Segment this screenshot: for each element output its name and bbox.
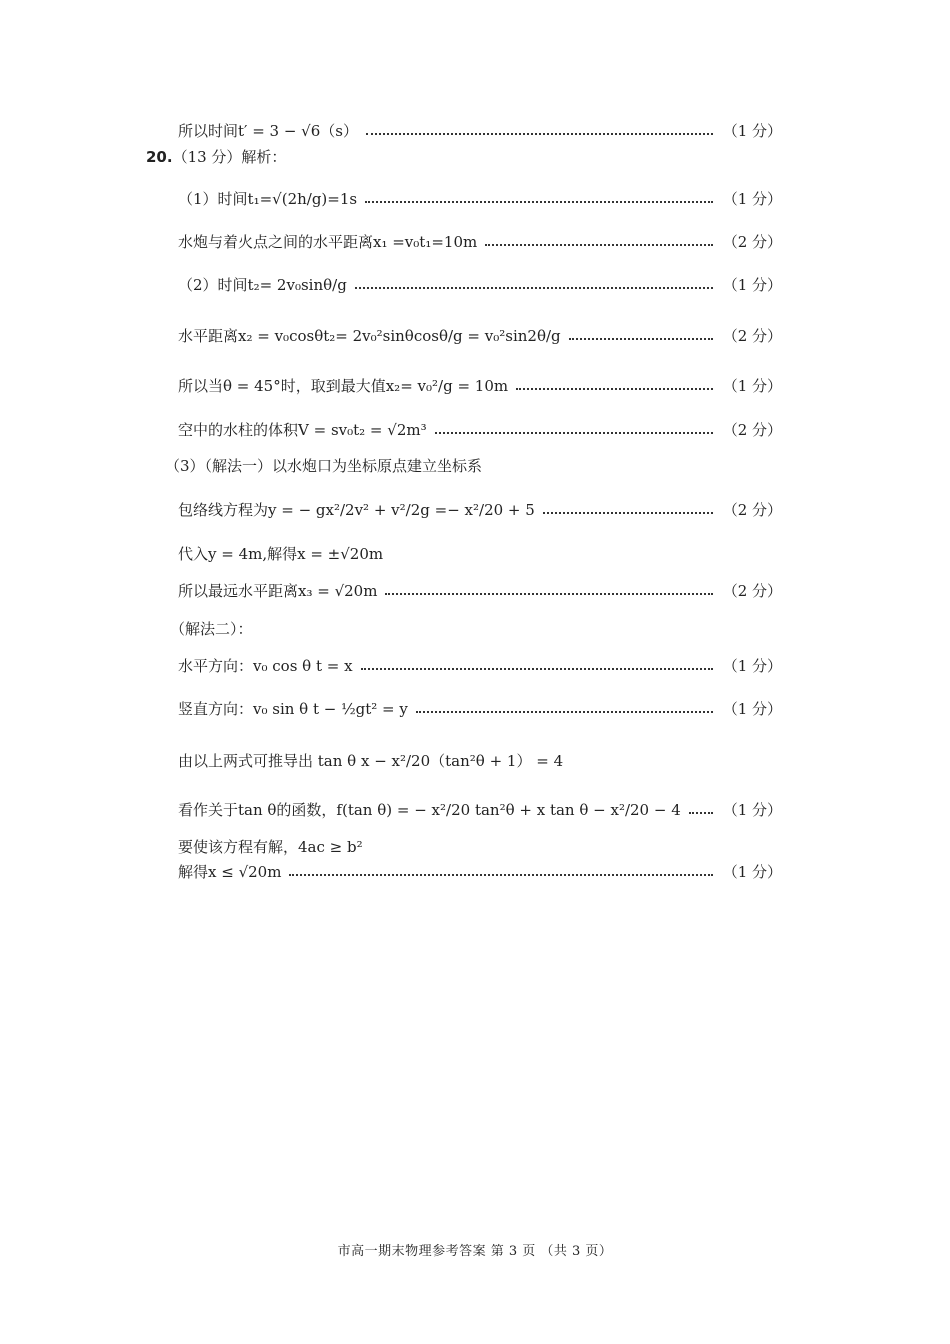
- dot-leader: [435, 432, 713, 434]
- line-text: 所以最远水平距离x₃ = √20m: [178, 581, 378, 600]
- score-label: （2 分）: [722, 500, 782, 519]
- dot-leader: [365, 201, 713, 203]
- score-label: （1 分）: [722, 699, 782, 718]
- dot-leader: [361, 668, 713, 670]
- dot-leader: [366, 133, 713, 135]
- answer-line-x2: [178, 320, 782, 350]
- answer-line-x3: [178, 575, 782, 605]
- answer-line-method-two: [170, 613, 804, 643]
- page-footer: 市高一期末物理参考答案 第 3 页 （共 3 页）: [337, 1244, 613, 1259]
- question-heading: [146, 146, 286, 167]
- answer-line-derive: [178, 745, 782, 775]
- score-label: （1 分）: [722, 376, 782, 395]
- dot-leader: [516, 388, 713, 390]
- score-label: （1 分）: [722, 656, 782, 675]
- line-text: 水平距离x₂ = v₀cosθt₂= 2v₀²sinθcosθ/g = v₀²sin2θ/g: [178, 326, 561, 345]
- score-label: （2 分）: [722, 232, 782, 251]
- answer-line-method-one: [165, 450, 799, 480]
- answer-line-envelope: [178, 494, 782, 524]
- line-text: 所以时间t′ = 3 − √6（s）: [178, 121, 358, 140]
- line-text: （3）（解法一）以水炮口为坐标原点建立坐标系: [165, 456, 483, 475]
- answer-line-volume: [178, 414, 782, 444]
- dot-leader: [289, 874, 712, 876]
- score-label: （1 分）: [722, 862, 782, 881]
- question-title: （13 分）解析：: [172, 148, 287, 166]
- line-text: 所以当θ = 45°时，取到最大值x₂= v₀²/g = 10m: [178, 376, 509, 395]
- score-label: （1 分）: [722, 121, 782, 140]
- score-label: （2 分）: [722, 420, 782, 439]
- line-text: （解法二）：: [170, 619, 253, 638]
- answer-line-horizontal: [178, 650, 782, 680]
- answer-line-vertical: [178, 693, 782, 723]
- line-text: 代入y = 4m,解得x = ±√20m: [178, 544, 384, 563]
- line-text: 由以上两式可推导出 tan θ x − x²/20（tan²θ + 1） = 4: [178, 751, 564, 770]
- answer-line-substitute: [178, 538, 782, 568]
- answer-line-t2: [178, 269, 782, 299]
- line-text: 解得x ≤ √20m: [178, 862, 282, 881]
- dot-leader: [485, 244, 712, 246]
- answer-line-x1: [178, 226, 782, 256]
- answer-line-t1: [178, 183, 782, 213]
- line-text: 水炮与着火点之间的水平距离x₁ =v₀t₁=10m: [178, 232, 478, 251]
- question-number: 20.: [146, 148, 173, 166]
- dot-leader: [355, 287, 713, 289]
- dot-leader: [385, 593, 712, 595]
- line-text: （2）时间t₂= 2v₀sinθ/g: [178, 275, 347, 294]
- answer-line-function: [178, 794, 782, 824]
- line-text: 空中的水柱的体积V = sv₀t₂ = √2m³: [178, 420, 427, 439]
- score-label: （1 分）: [722, 189, 782, 208]
- score-label: （2 分）: [722, 581, 782, 600]
- score-label: （1 分）: [722, 275, 782, 294]
- answer-line-max: [178, 370, 782, 400]
- dot-leader: [543, 512, 713, 514]
- line-text: 竖直方向：v₀ sin θ t − ½gt² = y: [178, 699, 408, 718]
- line-text: 包络线方程为y = − gx²/2v² + v²/2g =− x²/20 + 5: [178, 500, 535, 519]
- line-text: 要使该方程有解，4ac ≥ b²: [178, 837, 363, 856]
- dot-leader: [689, 812, 713, 814]
- score-label: （2 分）: [722, 326, 782, 345]
- answer-line-time-result: [178, 115, 782, 145]
- line-text: 水平方向：v₀ cos θ t = x: [178, 656, 353, 675]
- dot-leader: [569, 338, 713, 340]
- answer-line-final: [178, 856, 782, 886]
- line-text: （1）时间t₁=√(2h/g)=1s: [178, 189, 358, 208]
- score-label: （1 分）: [722, 800, 782, 819]
- line-text: 看作关于tan θ的函数，f(tan θ) = − x²/20 tan²θ + x tan θ − x²/20 − 4: [178, 800, 681, 819]
- dot-leader: [416, 711, 713, 713]
